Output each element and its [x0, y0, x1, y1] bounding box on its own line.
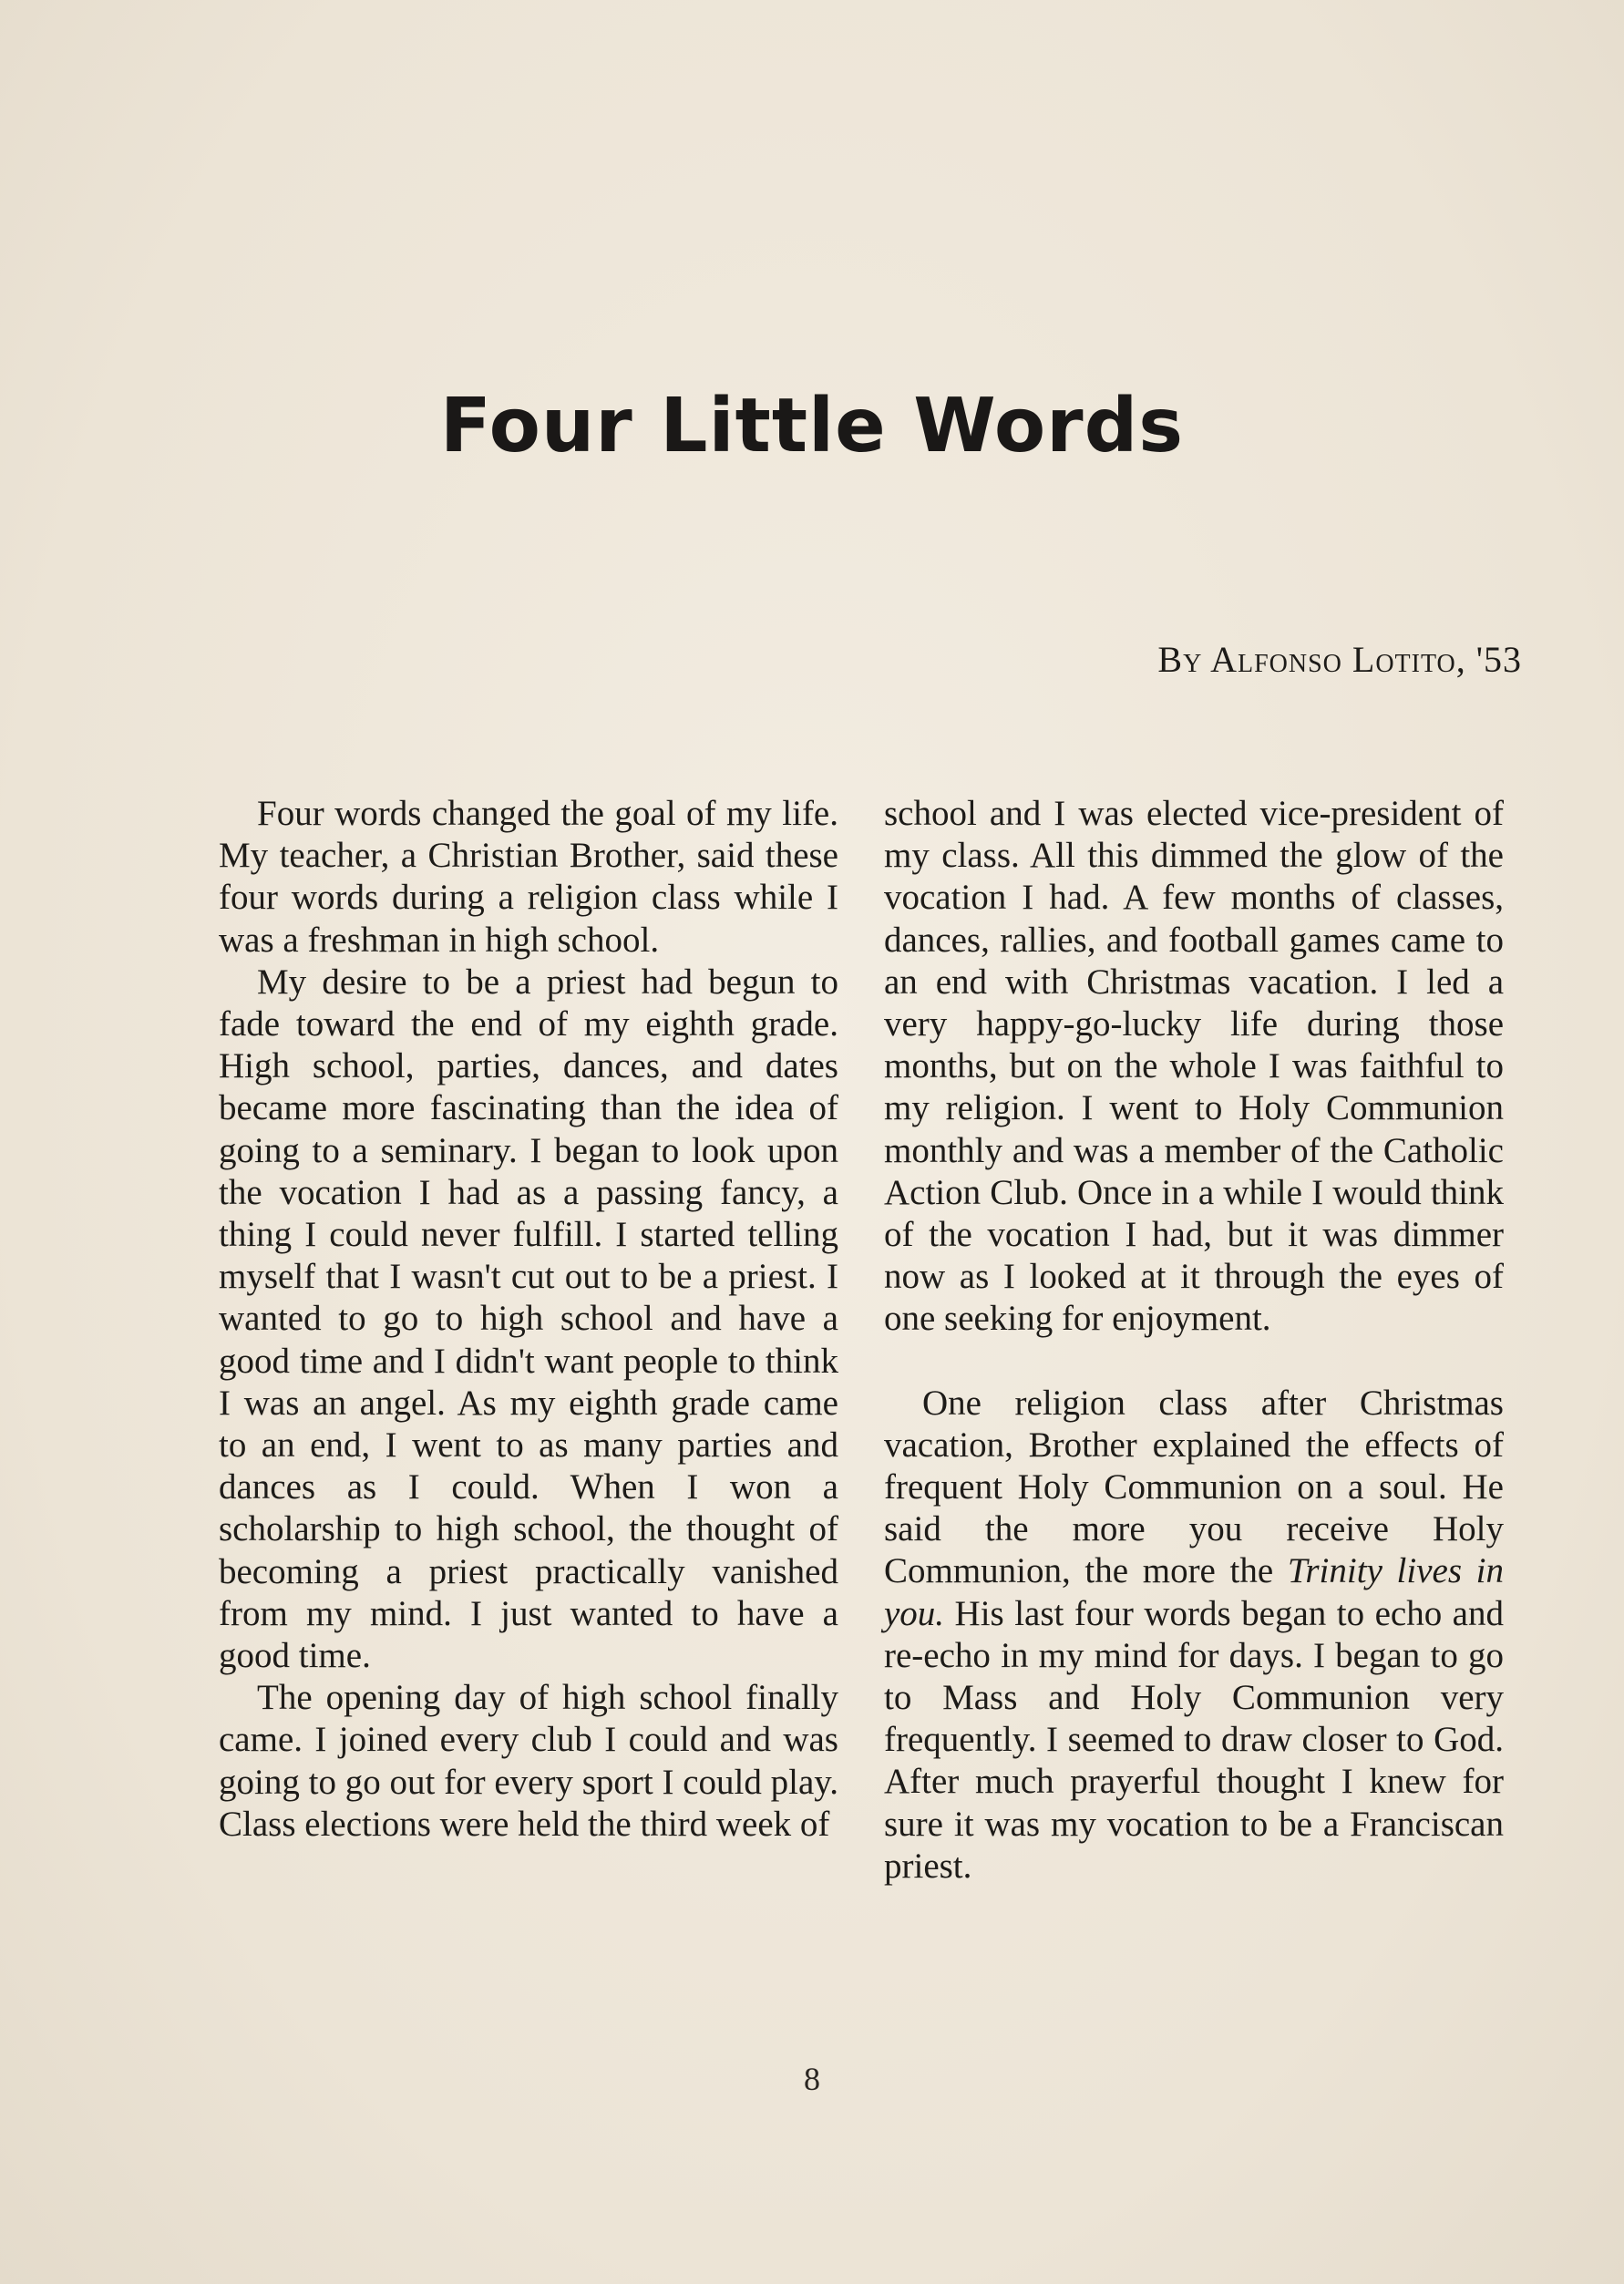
paragraph-1: Four words changed the goal of my life. My teacher, a Christian Brother, said these four words during a religion class while I was a freshman in high school.: [219, 794, 838, 960]
emphasized-four-words: Trinity lives in you.: [884, 1551, 1504, 1633]
article-byline: By Alfonso Lotito, '53: [1157, 639, 1522, 680]
paragraph-3-continued: school and I was elected vice-president of my class. All this dimmed the glow of the vocation I had. A few months of classes, dances, rallies, and football games came to an end with Christmas vacation. I led a very happy-go-lucky life during those months, but on the whole I was faithful to my religion. I went to Holy Communion monthly and was a member of the Catholic Action Club. Once in a while I would think of the vocation I had, but it was dimmer now as I looked at it through the eyes of one seeking for enjoyment.: [884, 794, 1504, 1339]
paragraph-4: [884, 1383, 1504, 1888]
left-column: [219, 793, 838, 1846]
paragraph-4-text-after: His last four words began to echo and re-echo in my mind for days. I began to go to Mass and Holy Communion very frequently. I seemed to draw closer to God. After much prayerful thought I knew for sure it was my vocation to be a Franciscan priest.: [884, 1593, 1504, 1886]
paragraph-3: The opening day of high school finally came. I joined every club I could and was going to go out for every sport I could play. Class elections were held the third week of: [219, 1678, 838, 1844]
paragraph-4-text-before: One religion class after Christmas vacation, Brother explained the effects of frequent Holy Communion on a soul. He said the more you receive Holy Communion, the more the: [884, 1383, 1504, 1591]
paragraph-2: My desire to be a priest had begun to fade toward the end of my eighth grade. High school, parties, dances, and dates became more fascinating than the idea of going to a seminary. I began to look upon the vocation I had as a passing fancy, a thing I could never fulfill. I started telling myself that I wasn't cut out to be a priest. I wanted to go to high school and have a good time and I didn't want people to think I was an angel. As my eighth grade came to an end, I went to as many parties and dances as I could. When I won a scholarship to high school, the thought of becoming a priest practically vanished from my mind. I just wanted to have a good time.: [219, 962, 838, 1676]
right-column: [884, 793, 1504, 1888]
page-number: 8: [804, 2061, 820, 2097]
article-title: Four Little Words: [439, 383, 1185, 469]
